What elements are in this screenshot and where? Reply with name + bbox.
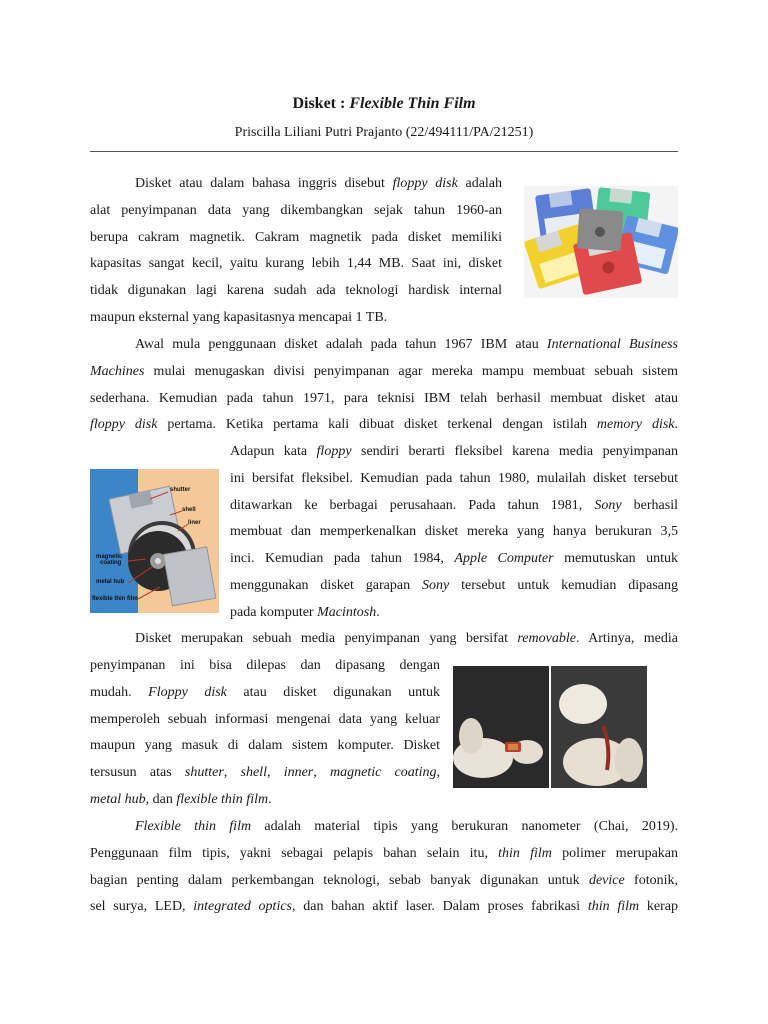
- label-shutter: shutter: [170, 487, 191, 493]
- label-flexible-thin-film: flexible thin film: [92, 596, 138, 602]
- disk-anatomy-figure: [90, 469, 219, 613]
- paragraph-4: Flexible thin film adalah material tipis yang berukuran nanometer (Chai, 2019). Penggunaan film tipis, yakni sebagai pelapis bahan selain itu, thin film polimer merupakan bagian penting dalam perkembangan teknologi, sebab banyak digunakan untuk device fotonik, sel surya, LED, integrated optics, dan bahan aktif laser. Dalam proses fabrikasi thin film kerap: [90, 819, 678, 915]
- paragraph-3-continued: penyimpanan ini bisa dilepas dan dipasang dengan mudah. Floppy disk atau disket digunakan untuk memperoleh sebuah informasi mengenai data yang keluar maupun yang masuk di dalam sistem komputer. Disket tersusun atas shutter, shell, inner, magnetic coating, metal hub, dan flexible thin film.: [90, 658, 440, 807]
- label-coating: coating: [100, 560, 122, 566]
- title-divider: [90, 151, 678, 152]
- label-magnetic: magnetic: [96, 554, 123, 560]
- document-author: Priscilla Liliani Putri Prajanto (22/494111/PA/21251): [234, 125, 534, 140]
- paragraph-2: Awal mula penggunaan disket adalah pada tahun 1967 IBM atau International Business Machines mulai menugaskan divisi penyimpanan agar mereka mampu membuat sebuah sistem sederhana. Kemudian pada tahun 1971, para teknisi IBM telah berhasil membuat disket atau floppy disk pertama. Ketika pertama kali dibuat disket terkenal dengan istilah memory disk.: [90, 337, 678, 433]
- document-title: Disket : Flexible Thin Film: [292, 95, 476, 112]
- flexible-film-photo: [453, 666, 647, 788]
- floppy-disks-photo: [524, 186, 678, 298]
- paragraph-1: Disket atau dalam bahasa inggris disebut floppy disk adalah alat penyimpanan data yang dikembangkan sejak tahun 1960-an berupa cakram magnetik. Cakram magnetik pada disket memiliki kapasitas sangat kecil, yaitu kurang lebih 1,44 MB. Saat ini, disket tidak digunakan lagi karena sudah ada teknologi hardisk internal maupun eksternal yang kapasitasnya mencapai 1 TB.: [90, 176, 502, 325]
- paragraph-2-continued: Adapun kata floppy sendiri berarti fleksibel karena media penyimpanan ini bersifat fleksibel. Kemudian pada tahun 1980, mulailah disket tersebut ditawarkan ke berbagai perusahaan. Pada tahun 1981, Sony berhasil membuat dan memperkenalkan disket mereka yang hanya berukuran 3,5 inci. Kemudian pada tahun 1984, Apple Computer memutuskan untuk menggunakan disket garapan Sony tersebut untuk kemudian dipasang pada komputer Macintosh.: [230, 444, 678, 620]
- paragraph-3: Disket merupakan sebuah media penyimpanan yang bersifat removable. Artinya, media: [135, 631, 678, 646]
- label-metal-hub: metal hub: [96, 579, 125, 585]
- label-shell: shell: [182, 507, 196, 513]
- label-liner: liner: [188, 520, 201, 526]
